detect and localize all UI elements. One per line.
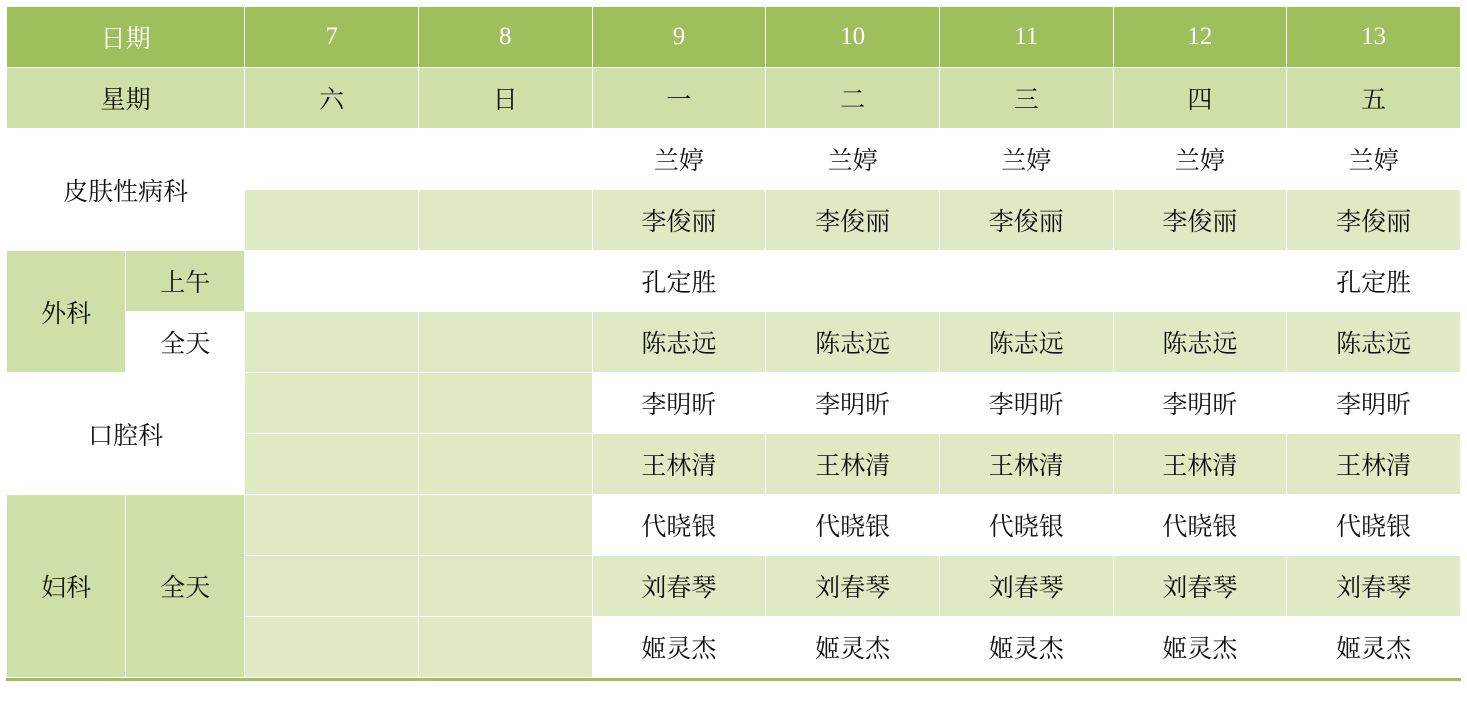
- dept-label-dentistry: 口腔科: [7, 373, 245, 495]
- shift-cell: 代晓银: [939, 495, 1113, 556]
- header-row-date: [7, 7, 1461, 68]
- shift-cell: [418, 617, 592, 678]
- shift-cell: [245, 190, 419, 251]
- header-weekday-6: 五: [1287, 68, 1461, 129]
- doctor-schedule-table: [6, 6, 1461, 678]
- shift-cell: [245, 373, 419, 434]
- shift-cell: [418, 190, 592, 251]
- shift-cell: 姬灵杰: [1113, 617, 1287, 678]
- shift-cell: 王林清: [766, 434, 940, 495]
- header-date-2: 9: [592, 7, 766, 68]
- header-weekday-5: 四: [1113, 68, 1287, 129]
- shift-cell: 李明昕: [766, 373, 940, 434]
- subslot-label-allday: 全天: [126, 312, 245, 373]
- table-row: [7, 373, 1461, 434]
- header-date-3: 10: [766, 7, 940, 68]
- shift-cell: 陈志远: [939, 312, 1113, 373]
- header-weekday-2: 一: [592, 68, 766, 129]
- table-row: [7, 495, 1461, 556]
- header-date-1: 8: [418, 7, 592, 68]
- table-row: [7, 129, 1461, 190]
- dept-label-gynecology: 妇科: [7, 495, 126, 678]
- shift-cell: [245, 617, 419, 678]
- shift-cell: 李明昕: [939, 373, 1113, 434]
- shift-cell: 李明昕: [1113, 373, 1287, 434]
- shift-cell: [245, 495, 419, 556]
- shift-cell: 兰婷: [1113, 129, 1287, 190]
- shift-cell: 陈志远: [592, 312, 766, 373]
- header-weekday-1: 日: [418, 68, 592, 129]
- shift-cell: [1113, 251, 1287, 312]
- shift-cell: 代晓银: [592, 495, 766, 556]
- table-body: [7, 129, 1461, 678]
- shift-cell: 王林清: [939, 434, 1113, 495]
- subslot-label-allday: 全天: [126, 495, 245, 678]
- shift-cell: 刘春琴: [1113, 556, 1287, 617]
- shift-cell: 兰婷: [1287, 129, 1461, 190]
- shift-cell: 姬灵杰: [766, 617, 940, 678]
- shift-cell: 姬灵杰: [592, 617, 766, 678]
- shift-cell: [418, 129, 592, 190]
- shift-cell: [245, 556, 419, 617]
- shift-cell: [418, 556, 592, 617]
- shift-cell: 代晓银: [1113, 495, 1287, 556]
- shift-cell: 陈志远: [1287, 312, 1461, 373]
- subslot-label-morning: 上午: [126, 251, 245, 312]
- header-row-weekday: [7, 68, 1461, 129]
- shift-cell: 陈志远: [1113, 312, 1287, 373]
- header-weekday-0: 六: [245, 68, 419, 129]
- shift-cell: 李俊丽: [1287, 190, 1461, 251]
- header-date-5: 12: [1113, 7, 1287, 68]
- shift-cell: 李俊丽: [592, 190, 766, 251]
- shift-cell: 陈志远: [766, 312, 940, 373]
- shift-cell: 兰婷: [592, 129, 766, 190]
- header-weekday-4: 三: [939, 68, 1113, 129]
- table-row: [7, 251, 1461, 312]
- shift-cell: 孔定胜: [592, 251, 766, 312]
- shift-cell: [245, 251, 419, 312]
- shift-cell: 王林清: [1113, 434, 1287, 495]
- dept-label-dermatology: 皮肤性病科: [7, 129, 245, 251]
- header-week-label: 星期: [7, 68, 245, 129]
- dept-label-surgery: 外科: [7, 251, 126, 373]
- table-header: [7, 7, 1461, 129]
- shift-cell: [245, 312, 419, 373]
- table-row: [7, 312, 1461, 373]
- shift-cell: [418, 251, 592, 312]
- shift-cell: 孔定胜: [1287, 251, 1461, 312]
- shift-cell: [245, 434, 419, 495]
- shift-cell: 姬灵杰: [939, 617, 1113, 678]
- header-weekday-3: 二: [766, 68, 940, 129]
- shift-cell: 姬灵杰: [1287, 617, 1461, 678]
- shift-cell: 代晓银: [1287, 495, 1461, 556]
- shift-cell: 刘春琴: [939, 556, 1113, 617]
- shift-cell: 刘春琴: [766, 556, 940, 617]
- shift-cell: 代晓银: [766, 495, 940, 556]
- shift-cell: [939, 251, 1113, 312]
- header-date-label: 日期: [7, 7, 245, 68]
- shift-cell: 刘春琴: [1287, 556, 1461, 617]
- shift-cell: [418, 312, 592, 373]
- header-date-0: 7: [245, 7, 419, 68]
- shift-cell: 李明昕: [592, 373, 766, 434]
- table-bottom-rule: [6, 678, 1461, 681]
- shift-cell: 李俊丽: [1113, 190, 1287, 251]
- shift-cell: 李明昕: [1287, 373, 1461, 434]
- shift-cell: 刘春琴: [592, 556, 766, 617]
- shift-cell: 兰婷: [939, 129, 1113, 190]
- shift-cell: 兰婷: [766, 129, 940, 190]
- header-date-4: 11: [939, 7, 1113, 68]
- shift-cell: [418, 373, 592, 434]
- shift-cell: 李俊丽: [766, 190, 940, 251]
- shift-cell: [766, 251, 940, 312]
- shift-cell: [418, 495, 592, 556]
- header-date-6: 13: [1287, 7, 1461, 68]
- shift-cell: 王林清: [592, 434, 766, 495]
- shift-cell: 王林清: [1287, 434, 1461, 495]
- shift-cell: 李俊丽: [939, 190, 1113, 251]
- shift-cell: [418, 434, 592, 495]
- shift-cell: [245, 129, 419, 190]
